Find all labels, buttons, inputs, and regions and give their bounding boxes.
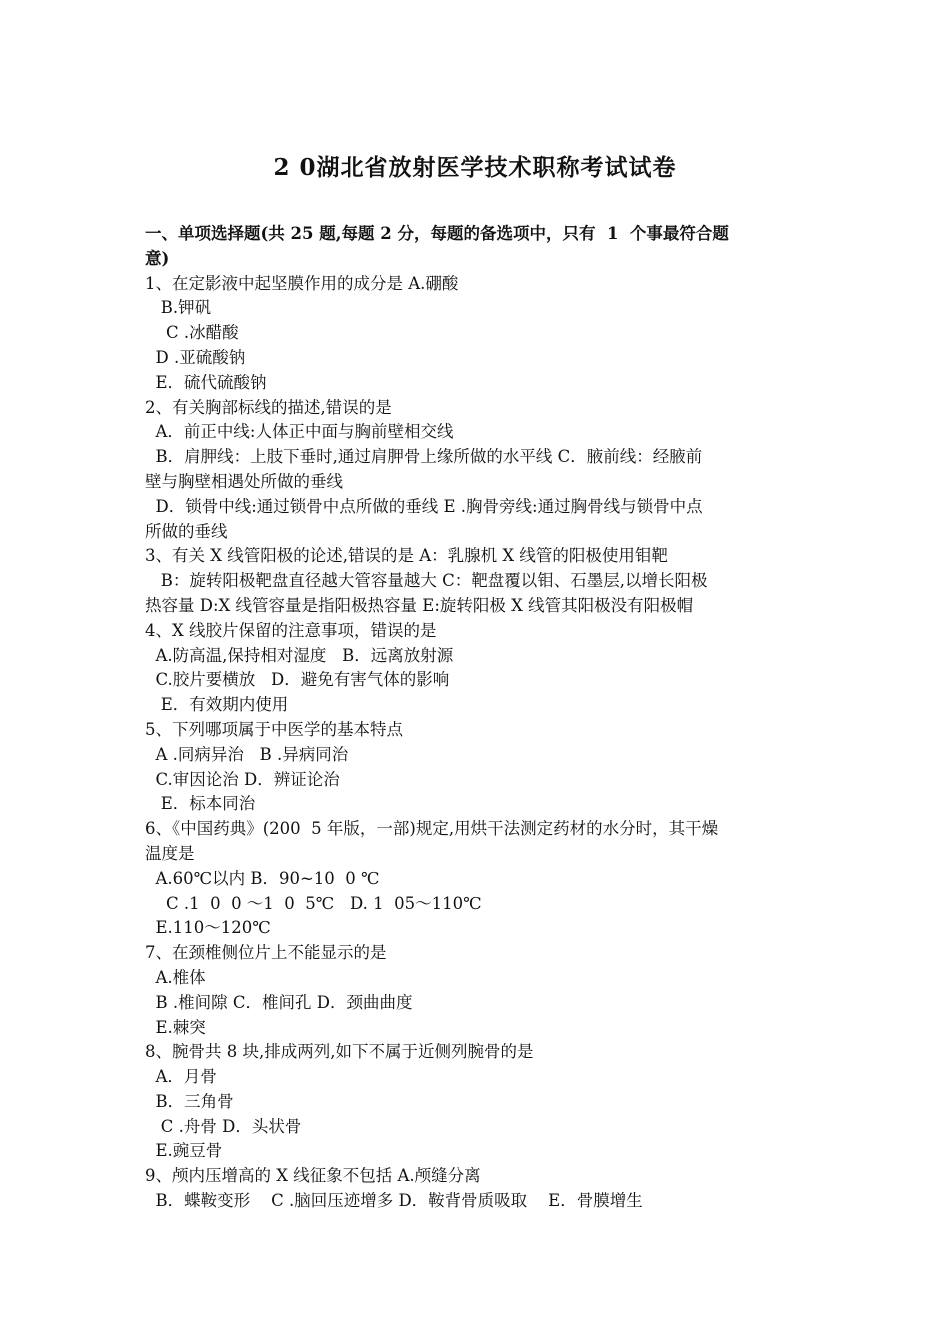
text-line: C.胶片要横放 D．避免有害气体的影响: [145, 670, 450, 690]
text-line: B：旋转阳极靶盘直径越大管容量越大 C：靶盘覆以钼、石墨层,以增长阳极: [145, 571, 708, 591]
text-line: 1、在定影液中起坚膜作用的成分是 A.硼酸: [145, 273, 459, 293]
text-line: 4、X 线胶片保留的注意事项，错误的是: [145, 620, 437, 640]
text-line: D .亚硫酸钠: [145, 347, 246, 367]
text-line: E.豌豆骨: [145, 1141, 223, 1161]
text-line: C.审因论治 D．辨证论治: [145, 769, 340, 789]
text-line: D．锁骨中线:通过锁骨中点所做的垂线 E .胸骨旁线:通过胸骨线与锁骨中点: [145, 496, 703, 516]
document-body: [145, 222, 815, 1214]
text-line: 7、在颈椎侧位片上不能显示的是: [145, 943, 387, 963]
text-line: 3、有关 X 线管阳极的论述,错误的是 A：乳腺机 X 线管的阳极使用钼靶: [145, 546, 668, 566]
text-line: C .舟骨 D．头状骨: [145, 1116, 302, 1136]
text-line: 热容量 D:X 线管容量是指阳极热容量 E:旋转阳极 X 线管其阳极没有阳极帽: [145, 595, 694, 615]
text-line: 所做的垂线: [145, 521, 228, 541]
text-line: E．硫代硫酸钠: [145, 372, 267, 392]
text-line: B.钾矾: [145, 298, 212, 318]
text-line: 温度是: [145, 843, 195, 863]
text-line: A．前正中线:人体正中面与胸前壁相交线: [145, 422, 454, 442]
text-line: 5、下列哪项属于中医学的基本特点: [145, 719, 403, 739]
text-line: A.防高温,保持相对湿度 B．远离放射源: [145, 645, 454, 665]
text-line: 8、腕骨共 8 块,排成两列,如下不属于近侧列腕骨的是: [145, 1042, 534, 1062]
text-line: B．肩胛线：上肢下垂时,通过肩胛骨上缘所做的水平线 C．腋前线：经腋前: [145, 447, 703, 467]
text-line: A.椎体: [145, 967, 206, 987]
text-line: E．标本同治: [145, 794, 256, 814]
section-heading-line: 意): [145, 248, 170, 268]
text-line: B .椎间隙 C．椎间孔 D．颈曲曲度: [145, 992, 413, 1012]
text-line: E.棘突: [145, 1017, 206, 1037]
text-line: A.60℃以内 B．90~10 0 ℃: [145, 868, 380, 888]
text-line: E．有效期内使用: [145, 695, 289, 715]
text-line: C .1 0 0 ～1 0 5℃ D. 1 05～110℃: [145, 893, 482, 913]
text-line: 壁与胸壁相遇处所做的垂线: [145, 471, 343, 491]
text-line: B．三角骨: [145, 1091, 234, 1111]
text-line: A．月骨: [145, 1067, 217, 1087]
text-line: 9、颅内压增高的 X 线征象不包括 A.颅缝分离: [145, 1166, 481, 1186]
text-line: B．蝶鞍变形 C .脑回压迹增多 D．鞍背骨质吸取 E．骨膜增生: [145, 1191, 643, 1211]
document-title: 2 0湖北省放射医学技术职称考试试卷: [273, 154, 677, 181]
text-line: C .冰醋酸: [145, 323, 239, 343]
text-line: 6、《中国药典》(200 5 年版，一部)规定,用烘干法测定药材的水分时，其干燥: [145, 819, 719, 839]
text-line: E.110～120℃: [145, 918, 271, 938]
text-line: A .同病异治 B .异病同治: [145, 744, 349, 764]
section-heading-line: 一、单项选择题(共 25 题,每题 2 分，每题的备选项中，只有 1 个事最符合题: [145, 224, 729, 243]
text-line: 2、有关胸部标线的描述,错误的是: [145, 397, 392, 417]
